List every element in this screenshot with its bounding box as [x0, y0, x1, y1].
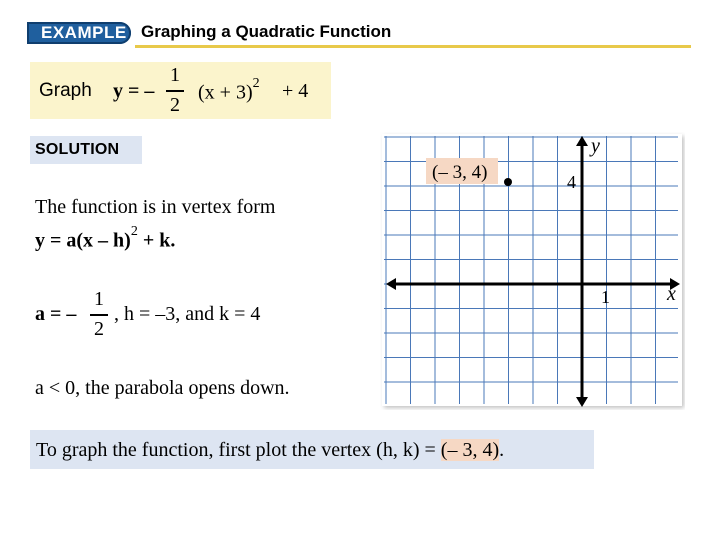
y-axis-label: y — [591, 135, 600, 157]
param-frac-bar — [90, 314, 108, 316]
example-badge-label: EXAMPLE — [41, 23, 127, 42]
param-a-lhs: a = – — [35, 303, 77, 325]
x-axis-label: x — [667, 283, 676, 305]
example-badge — [27, 22, 131, 44]
param-frac-den: 2 — [94, 318, 104, 340]
vertex-point — [504, 178, 512, 186]
problem-body-text: (x + 3) — [198, 81, 253, 104]
param-rest: , h = –3, and k = 4 — [114, 303, 261, 325]
solution-label-box — [30, 136, 142, 164]
vertex-form-equation-tail: + k. — [142, 229, 176, 252]
graph-svg — [380, 132, 685, 410]
problem-lhs — [113, 80, 154, 103]
instruction-lead: To graph the function, first plot the vertex (h, k) = — [36, 439, 441, 461]
coordinate-graph — [380, 132, 685, 410]
problem-lead: Graph — [39, 80, 92, 101]
problem-frac-bar — [166, 90, 184, 92]
problem-body — [198, 76, 260, 105]
page-title: Graphing a Quadratic Function — [141, 22, 392, 41]
problem-lhs-text: y = – — [113, 80, 155, 102]
vertex-form-exponent: 2 — [130, 224, 138, 239]
instruction-period: . — [499, 439, 505, 461]
instruction-vertex: (– 3, 4) — [440, 439, 500, 461]
vertex-form-text: The function is in vertex form — [35, 196, 276, 218]
vertex-label: (– 3, 4) — [432, 162, 488, 183]
solution-label: SOLUTION — [35, 141, 120, 158]
y-tick-label: 4 — [567, 172, 576, 192]
problem-frac-den: 2 — [170, 94, 180, 116]
param-frac-num: 1 — [94, 288, 104, 310]
problem-frac-num: 1 — [170, 64, 180, 86]
vertex-form-equation-main: y = a(x – h) — [35, 229, 131, 252]
x-tick-label: 1 — [601, 287, 610, 307]
vertex-form-equation — [35, 224, 176, 253]
instruction-text — [36, 439, 504, 462]
problem-exponent: 2 — [252, 76, 260, 91]
problem-tail: + 4 — [282, 80, 309, 102]
opens-down-text: a < 0, the parabola opens down. — [35, 377, 290, 399]
header-divider — [135, 45, 691, 48]
